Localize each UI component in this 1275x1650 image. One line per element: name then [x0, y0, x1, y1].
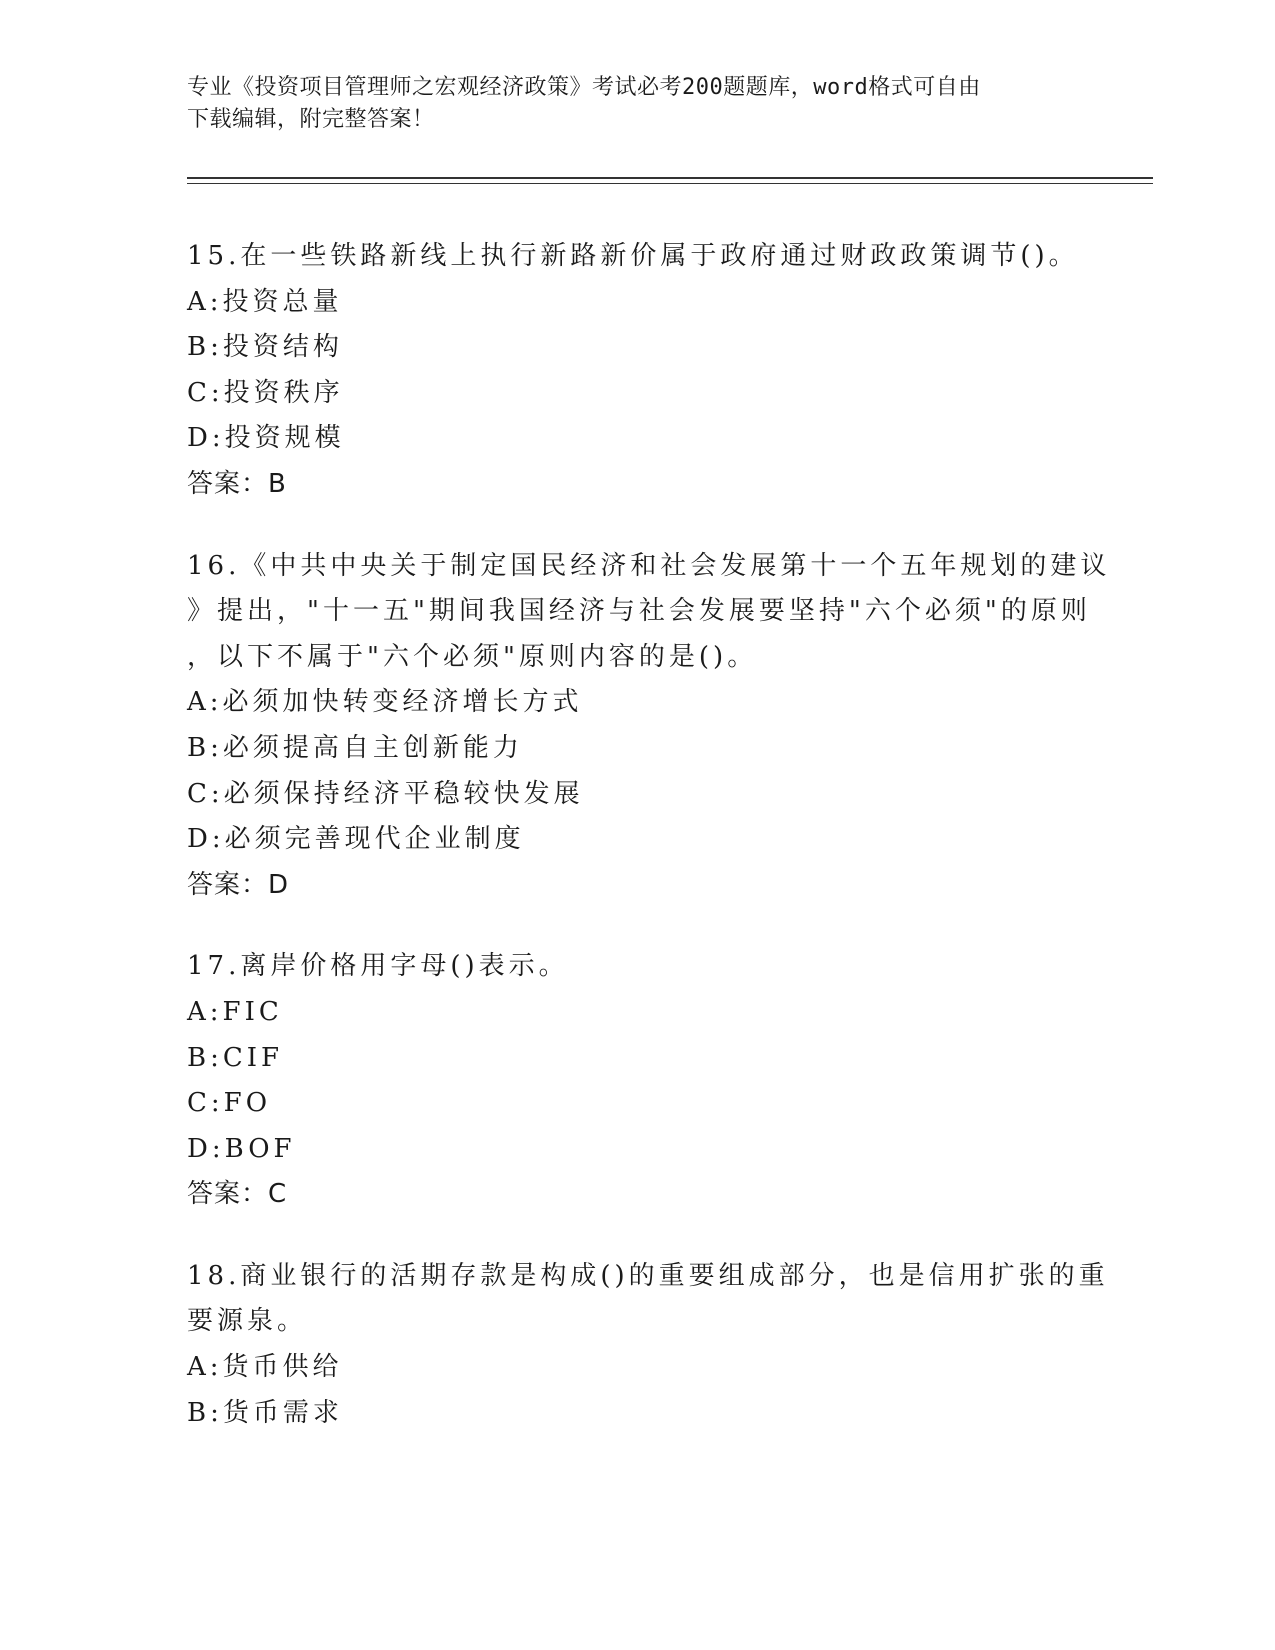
- option-d: D:必须完善现代企业制度: [187, 824, 525, 855]
- question-stem: 17.离岸价格用字母()表示。: [187, 951, 569, 982]
- option-a: A:货币供给: [187, 1352, 343, 1383]
- answer: 答案：B: [187, 468, 287, 499]
- option-b: B:必须提高自主创新能力: [187, 732, 523, 763]
- option-b: B:货币需求: [187, 1397, 343, 1428]
- question-stem: 18.商业银行的活期存款是构成()的重要组成部分，也是信用扩张的重: [187, 1260, 1109, 1291]
- question-18: [187, 1254, 1109, 1436]
- question-17: [187, 944, 1087, 1218]
- header-rule-thin: [187, 183, 1153, 184]
- answer: 答案：C: [187, 1179, 288, 1210]
- question-15: [187, 234, 1087, 508]
- option-d: D:投资规模: [187, 423, 345, 454]
- option-a: A:必须加快转变经济增长方式: [187, 687, 583, 718]
- option-b: B:投资结构: [187, 332, 343, 363]
- option-c: C:必须保持经济平稳较快发展: [187, 778, 584, 809]
- document-header: [187, 72, 1067, 136]
- question-stem: ，以下不属于"六个必须"原则内容的是()。: [187, 641, 758, 672]
- header-line-2: 下载编辑，附完整答案！: [187, 107, 435, 132]
- option-c: C:FO: [187, 1088, 272, 1119]
- question-list: [187, 234, 1111, 1472]
- option-a: A:投资总量: [187, 286, 343, 317]
- question-stem: 》提出，"十一五"期间我国经济与社会发展要坚持"六个必须"的原则: [187, 596, 1091, 627]
- option-c: C:投资秩序: [187, 377, 344, 408]
- option-a: A:FIC: [187, 996, 283, 1027]
- question-stem: 要源泉。: [187, 1306, 308, 1337]
- question-16: [187, 544, 1111, 909]
- option-d: D:BOF: [187, 1133, 296, 1164]
- option-b: B:CIF: [187, 1042, 284, 1073]
- question-stem: 15.在一些铁路新线上执行新路新价属于政府通过财政政策调节()。: [187, 241, 1079, 271]
- question-stem: 16.《中共中央关于制定国民经济和社会发展第十一个五年规划的建议: [187, 550, 1111, 581]
- header-rule-thick: [187, 177, 1153, 179]
- answer: 答案：D: [187, 869, 290, 900]
- header-line-1: 专业《投资项目管理师之宏观经济政策》考试必考200题题库，word格式可自由: [187, 75, 981, 100]
